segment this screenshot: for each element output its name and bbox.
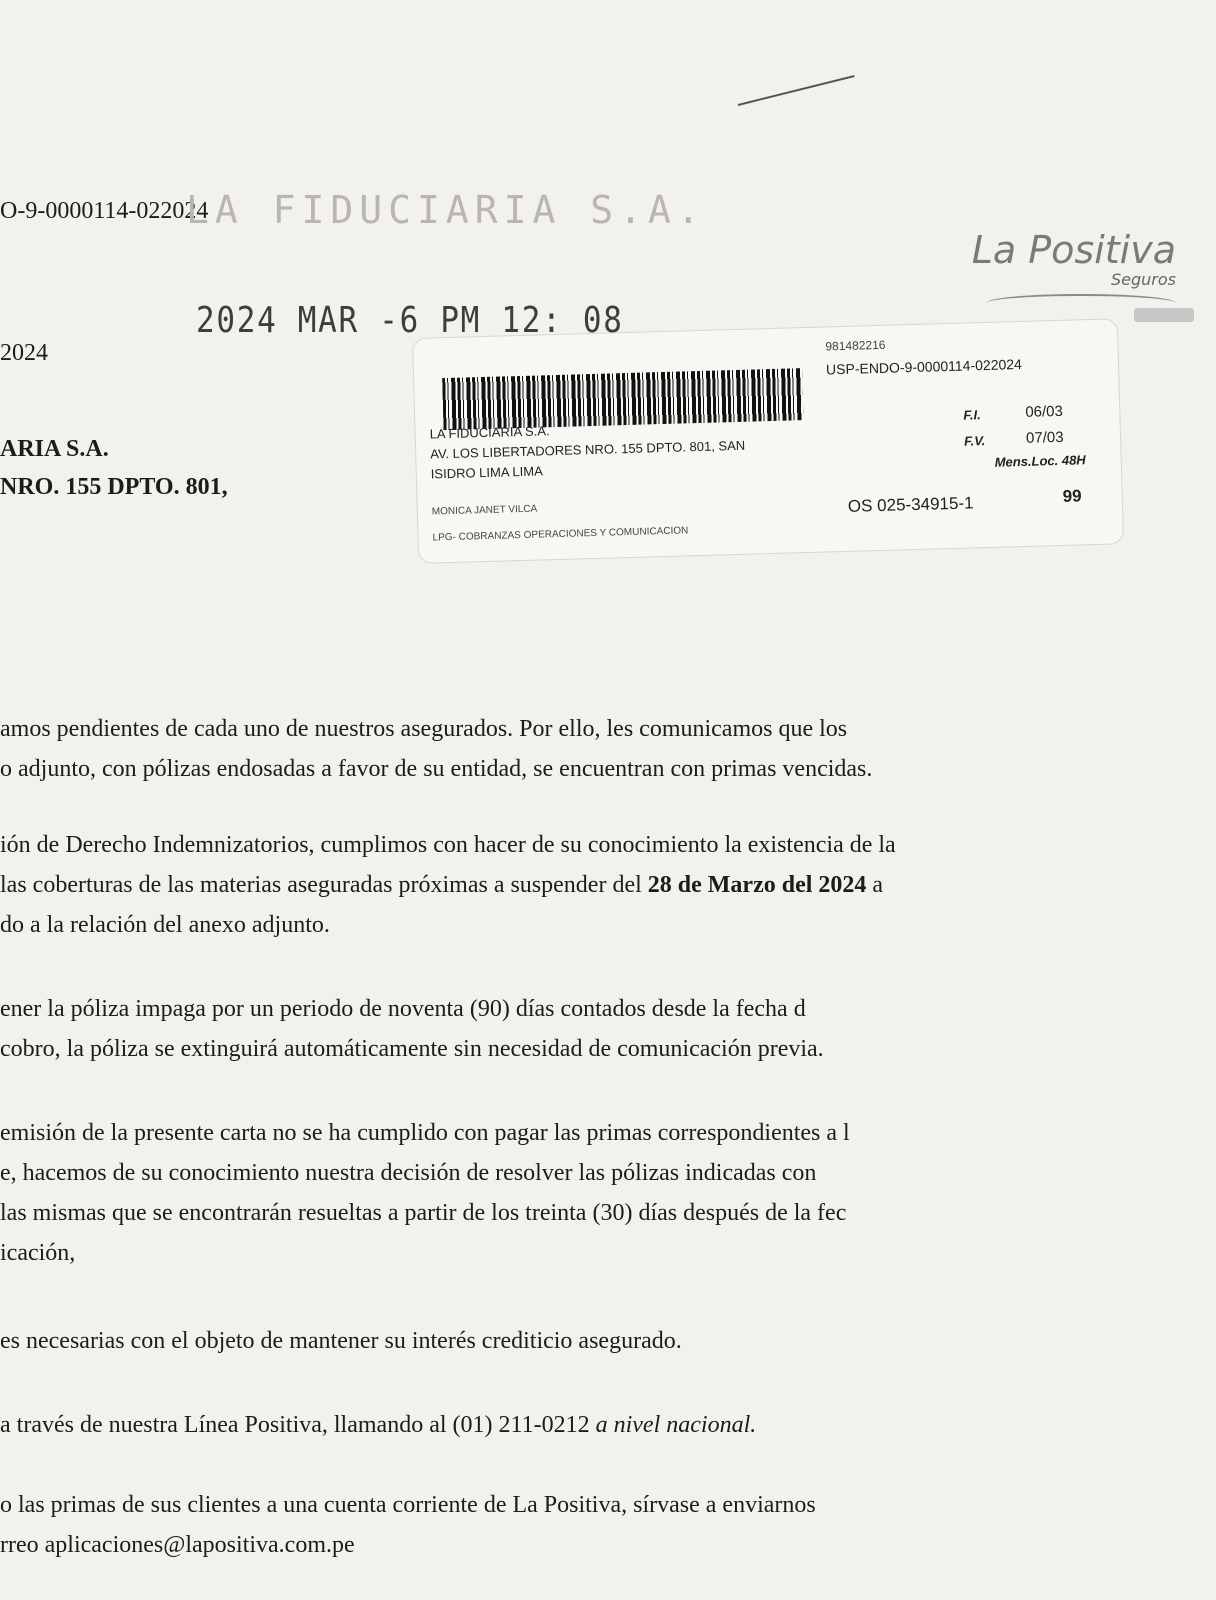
label-address-line1: AV. LOS LIBERTADORES NRO. 155 DPTO. 801, SAN bbox=[430, 437, 746, 462]
label-contact: MONICA JANET VILCA bbox=[431, 503, 538, 518]
company-logo bbox=[972, 228, 1176, 289]
paragraph-3-line-1: ener la póliza impaga por un periodo de noventa (90) días contados desde la fecha d bbox=[0, 996, 806, 1022]
paragraph-2-line-2-post: a bbox=[866, 872, 884, 898]
paragraph-6-italic: a nivel nacional. bbox=[595, 1412, 757, 1438]
paragraph-1-line-1: amos pendientes de cada uno de nuestros asegurados. Por ello, les comunicamos que los bbox=[0, 716, 848, 742]
label-number: 981482216 bbox=[825, 337, 886, 354]
pen-scribble bbox=[738, 75, 855, 106]
paragraph-4-line-2: e, hacemos de su conocimiento nuestra decisión de resolver las pólizas indicadas con bbox=[0, 1160, 817, 1186]
paragraph-3-line-2: cobro, la póliza se extinguirá automáticamente sin necesidad de comunicación previa. bbox=[0, 1036, 824, 1062]
paragraph-4-line-3: las mismas que se encontrarán resueltas a partir de los treinta (30) días después de la fec bbox=[0, 1200, 847, 1226]
document-reference: O-9-0000114-022024 bbox=[0, 198, 209, 224]
received-date-stamp: 2024 MAR -6 PM 12: 08 bbox=[196, 300, 624, 341]
logo-subtitle: Seguros bbox=[1111, 270, 1176, 289]
label-addressee: LA FIDUCIARIA S.A. bbox=[429, 423, 550, 442]
paragraph-2-line-2-pre: las coberturas de las materias aseguradas próximas a suspender del bbox=[0, 872, 648, 898]
label-service: Mens.Loc. 48H bbox=[994, 452, 1086, 470]
label-code: USP-ENDO-9-0000114-022024 bbox=[825, 355, 1023, 378]
faded-stamp: LA FIDUCIARIA S.A. bbox=[186, 188, 706, 232]
mailing-label bbox=[412, 318, 1124, 564]
paragraph-2-line-3: do a la relación del anexo adjunto. bbox=[0, 912, 330, 938]
paragraph-7-line-1: o las primas de sus clientes a una cuenta corriente de La Positiva, sírvase a enviarnos bbox=[0, 1492, 816, 1518]
paragraph-6-pre: a través de nuestra Línea Positiva, llamando al (01) 211-0212 bbox=[0, 1412, 596, 1438]
label-os bbox=[848, 493, 974, 517]
paragraph-4-line-1: emisión de la presente carta no se ha cumplido con pagar las primas correspondientes a l bbox=[0, 1120, 850, 1146]
recipient-address: NRO. 155 DPTO. 801, bbox=[0, 474, 228, 500]
recipient-name: ARIA S.A. bbox=[0, 436, 109, 462]
label-os-number: 025-34915-1 bbox=[876, 493, 974, 516]
label-fv-value: 07/03 bbox=[1025, 428, 1064, 447]
paragraph-2-line-1: ión de Derecho Indemnizatorios, cumplimos con hacer de su conocimiento la existencia de la bbox=[0, 832, 896, 858]
logo-name: La Positiva bbox=[971, 228, 1176, 272]
paragraph-4-line-4: icación, bbox=[0, 1240, 76, 1266]
paragraph-5-line-1: es necesarias con el objeto de mantener su interés crediticio asegurado. bbox=[0, 1328, 682, 1354]
suspension-date: 28 de Marzo del 2024 bbox=[647, 872, 867, 898]
label-os-prefix: OS bbox=[847, 496, 873, 516]
label-fi-value: 06/03 bbox=[1025, 402, 1064, 421]
label-fv-label: F.V. bbox=[963, 433, 986, 449]
label-department: LPG- COBRANZAS OPERACIONES Y COMUNICACION bbox=[432, 525, 689, 544]
paragraph-6-line-1 bbox=[0, 1412, 756, 1439]
paragraph-1-line-2: o adjunto, con pólizas endosadas a favor de su entidad, se encuentran con primas vencidas. bbox=[0, 756, 873, 782]
label-address-line2: ISIDRO LIMA LIMA bbox=[430, 463, 543, 482]
paragraph-7-line-2: rreo aplicaciones@lapositiva.com.pe bbox=[0, 1532, 355, 1558]
barcode-icon bbox=[442, 368, 803, 430]
logo-tag-icon bbox=[1134, 308, 1194, 322]
label-os-suffix: 99 bbox=[1062, 486, 1082, 506]
label-fi-label: F.I. bbox=[963, 407, 981, 423]
paragraph-2-line-2 bbox=[0, 872, 883, 899]
letter-date: 2024 bbox=[0, 340, 48, 366]
